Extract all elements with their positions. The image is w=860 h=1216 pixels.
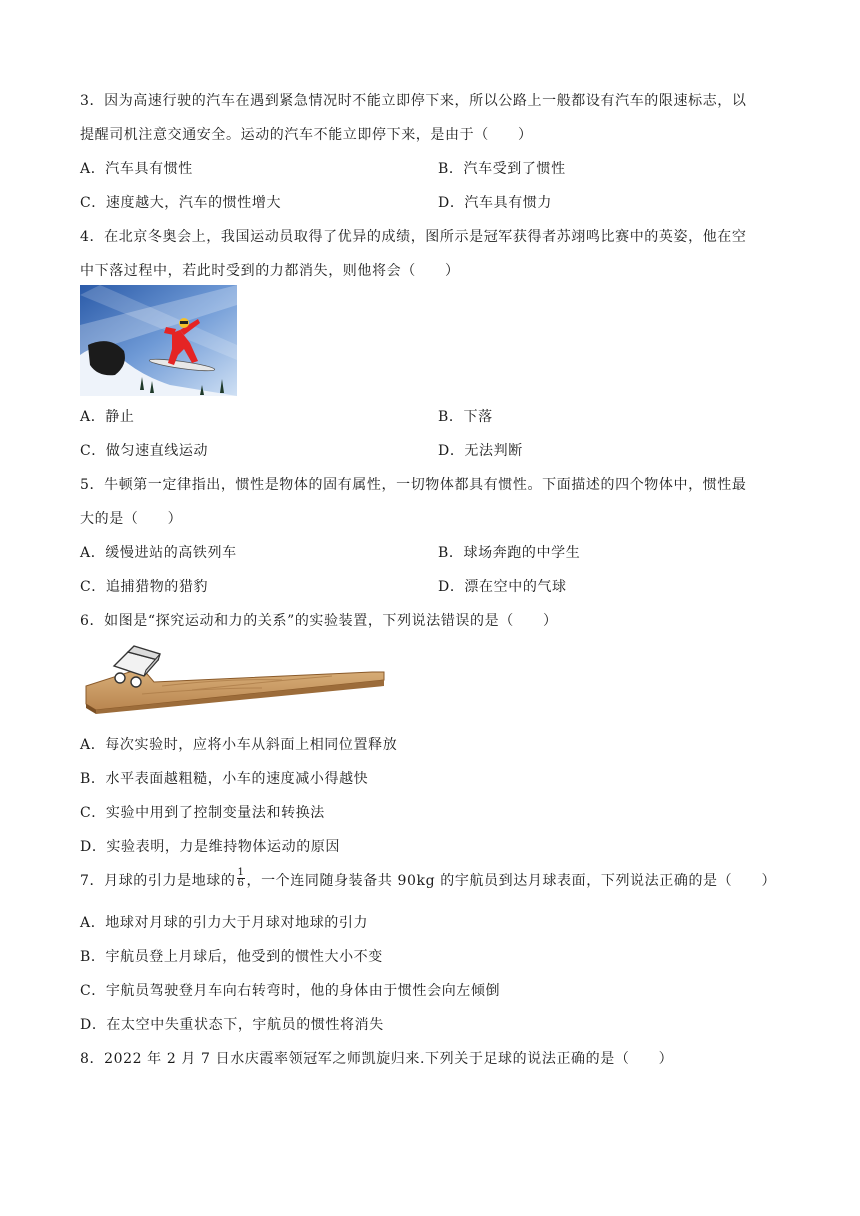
- fraction-numerator: 1: [237, 866, 245, 878]
- q4-stem-line2: 中下落过程中，若此时受到的力都消失，则他将会（ ）: [80, 263, 460, 279]
- q6-stem-line1: 6．如图是“探究运动和力的关系”的实验装置，下列说法错误的是（ ）: [80, 613, 558, 629]
- snowboarder-photo: [80, 285, 237, 396]
- q5-stem-line1: 5．牛顿第一定律指出，惯性是物体的固有属性，一切物体都具有惯性。下面描述的四个物体中，惯性最: [80, 477, 747, 493]
- q3-stem-line1: 3．因为高速行驶的汽车在遇到紧急情况时不能立即停下来，所以公路上一般都设有汽车的限速标志，以: [80, 93, 747, 109]
- q7-option-d: D．在太空中失重状态下，宇航员的惯性将消失: [80, 1017, 384, 1033]
- q3-option-a: A．汽车具有惯性: [80, 161, 193, 177]
- q7-stem-line1: [80, 866, 777, 892]
- q4-option-c: C．做匀速直线运动: [80, 443, 209, 459]
- q6-option-b: B．水平表面越粗糙，小车的速度减小得越快: [80, 771, 369, 787]
- q5-option-c: C．追捕猎物的猎豹: [80, 579, 209, 595]
- q8-stem-line1: 8．2022 年 2 月 7 日水庆霞率领冠军之师凯旋归来.下列关于足球的说法正确的是（ ）: [80, 1051, 674, 1067]
- q4-option-d: D．无法判断: [438, 443, 523, 459]
- q6-option-d: D．实验表明，力是维持物体运动的原因: [80, 839, 341, 855]
- fraction-denominator: 6: [237, 877, 245, 889]
- q4-option-b: B．下落: [438, 409, 493, 425]
- q5-option-a: A．缓慢进站的高铁列车: [80, 545, 237, 561]
- q3-option-b: B．汽车受到了惯性: [438, 161, 566, 177]
- q3-stem-line2: 提醒司机注意交通安全。运动的汽车不能立即停下来，是由于（ ）: [80, 127, 533, 143]
- q3-option-d: D．汽车具有惯力: [438, 195, 553, 211]
- q7-option-b: B．宇航员登上月球后，他受到的惯性大小不变: [80, 949, 383, 965]
- q7-option-a: A．地球对月球的引力大于月球对地球的引力: [80, 915, 369, 931]
- q6-option-a: A．每次实验时，应将小车从斜面上相同位置释放: [80, 737, 398, 753]
- q7-option-c: C．宇航员驾驶登月车向右转弯时，他的身体由于惯性会向左倾倒: [80, 983, 501, 999]
- q4-option-a: A．静止: [80, 409, 135, 425]
- incline-cart-apparatus: [82, 642, 388, 714]
- q7-stem-pre: 7．月球的引力是地球的: [80, 873, 236, 889]
- q5-option-b: B．球场奔跑的中学生: [438, 545, 581, 561]
- q7-stem-post: ，一个连同随身装备共 90kg 的宇航员到达月球表面，下列说法正确的是（ ）: [246, 873, 777, 889]
- one-sixth-fraction: [237, 868, 246, 889]
- q5-stem-line2: 大的是（ ）: [80, 511, 183, 527]
- q6-option-c: C．实验中用到了控制变量法和转换法: [80, 805, 325, 821]
- q3-option-c: C．速度越大，汽车的惯性增大: [80, 195, 282, 211]
- q5-option-d: D．漂在空中的气球: [438, 579, 567, 595]
- q4-stem-line1: 4．在北京冬奥会上，我国运动员取得了优异的成绩，图所示是冠军获得者苏翊鸣比赛中的英姿，他在空: [80, 229, 747, 245]
